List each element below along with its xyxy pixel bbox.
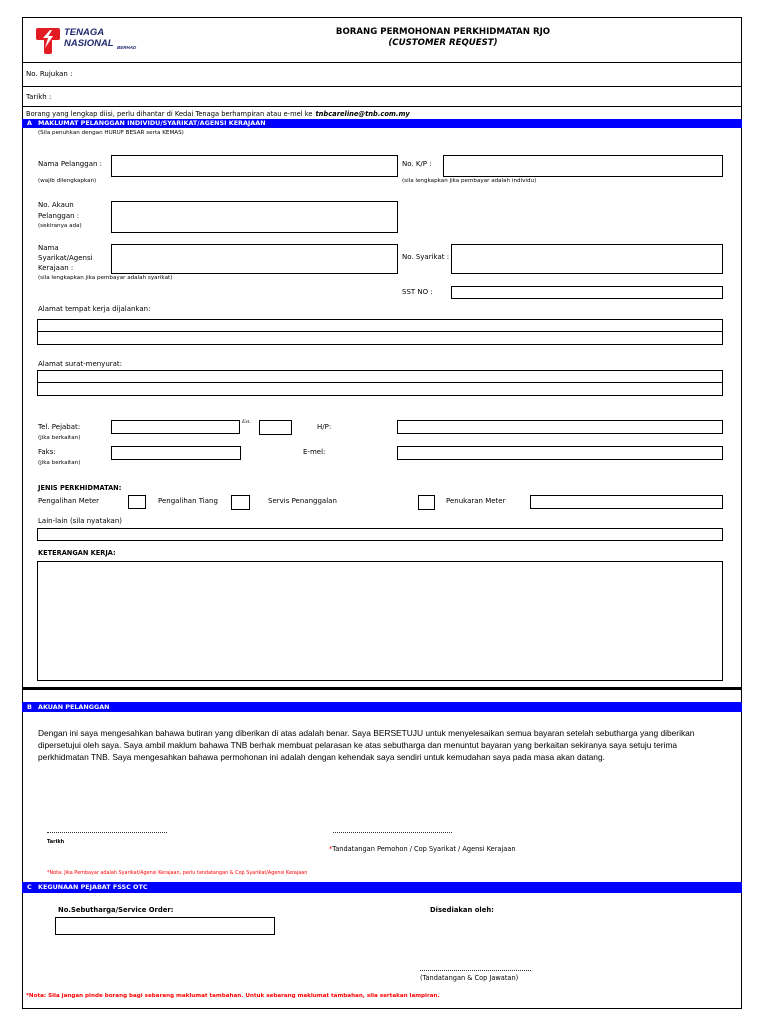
mailing-address-label: Alamat surat-menyurat: <box>38 360 123 368</box>
others-label: Lain-lain (sila nyatakan) <box>38 517 123 525</box>
instruction-text: Borang yang lengkap diisi, perlu dihantar di Kedai Tenaga berhampiran atau e-mel ke <box>26 110 313 118</box>
declaration-text: Dengan ini saya mengesahkan bahawa butiran yang diberikan di atas adalah benar. Saya BERSETUJU untuk menyelesaikan semua bayaran setelah sebutharga yang diberikan dipersetujui oleh saya. Saya ambil maklum bahawa TNB berhak membuat pelarasan ke atas sebutharga dan menuntut bayaran yang berkaitan sekiranya saya setuju terima perkhidmatan TNB. Saya mengesahkan bahawa permohonan ini adalah dengan kehendak saya sendiri untuk kemudahan saya pada masa akan datang. <box>38 728 695 762</box>
office-tel-input[interactable] <box>111 420 240 434</box>
form-title: BORANG PERMOHONAN PERKHIDMATAN RJO <box>335 27 551 37</box>
section-c-title: KEGUNAAN PEJABAT FSSC OTC <box>38 883 148 891</box>
company-name-label: Nama <box>38 244 59 252</box>
required-marker: * <box>329 845 333 853</box>
company-name-label: Kerajaan : <box>38 264 74 272</box>
row-divider <box>22 106 742 107</box>
option-pengalihan-meter-label: Pengalihan Meter <box>38 497 100 505</box>
service-type-heading: JENIS PERKHIDMATAN: <box>38 484 122 492</box>
declaration-date-label: Tarikh <box>47 839 65 845</box>
tnb-logo-icon <box>35 27 61 58</box>
applicant-signature-line <box>333 832 452 833</box>
penukaran-meter-input[interactable] <box>530 495 723 509</box>
instruction-email-link[interactable]: tnbcareline@tnb.com.my <box>315 110 410 118</box>
office-tel-note: (jika berkaitan) <box>38 435 81 441</box>
row-divider <box>22 86 742 87</box>
logo-text-nasional: NASIONAL <box>64 38 114 49</box>
section-divider <box>22 687 742 690</box>
form-subtitle: (CUSTOMER REQUEST) <box>388 38 498 48</box>
mailing-address-line2-input[interactable] <box>37 382 723 396</box>
company-name-label: Syarikat/Agensi <box>38 254 93 262</box>
prepared-by-label: Disediakan oleh: <box>430 906 494 914</box>
account-no-label: No. Akaun <box>38 201 74 209</box>
work-address-line2-input[interactable] <box>37 331 723 345</box>
applicant-signature-label: Tandatangan Pemohon / Cop Syarikat / Agensi Kerajaan <box>332 845 516 853</box>
account-no-input[interactable] <box>111 201 398 233</box>
customer-name-label: Nama Pelanggan : <box>38 160 103 168</box>
section-a-title: MAKLUMAT PELANGGAN INDIVIDU/SYARIKAT/AGENSI KERAJAAN <box>38 119 266 127</box>
date-signature-line <box>47 832 167 833</box>
section-c-header <box>22 882 742 893</box>
logo-text-berhad: BERHAD <box>117 45 137 50</box>
others-input[interactable] <box>37 528 723 541</box>
checkbox-servis-penanggalan[interactable] <box>418 495 435 510</box>
section-a-hint: (Sila penuhkan dengan HURUF BESAR serta KEMAS) <box>38 130 184 136</box>
footer-note: *Nota: Sila jangan pinde borang bagi sebarang maklumat tambahan. Untuk sebarang maklumat tambahan, sila sertakan lampiran. <box>26 993 440 999</box>
sst-no-label: SST NO : <box>402 288 433 296</box>
logo-text-tenaga: TENAGA <box>64 27 105 38</box>
option-servis-penanggalan-label: Servis Penanggalan <box>268 497 337 505</box>
reference-label: No. Rujukan : <box>26 70 73 78</box>
header-divider <box>22 62 742 63</box>
applicant-signature-caption <box>329 846 516 853</box>
office-tel-label: Tel. Pejabat: <box>38 423 81 431</box>
officer-signature-label: (Tandatangan & Cop Jawatan) <box>420 974 519 982</box>
section-b-letter: B <box>27 703 32 711</box>
instruction-line <box>26 111 410 118</box>
section-b-note: *Nota: Jika Pembayar adalah Syarikat/Agensi Kerajaan, perlu tandatangan & Cop Syarikat/Agensi Kerajaan <box>47 870 308 876</box>
checkbox-pengalihan-meter[interactable] <box>128 495 146 509</box>
checkbox-pengalihan-tiang[interactable] <box>231 495 250 510</box>
mobile-input[interactable] <box>397 420 723 434</box>
company-no-label: No. Syarikat : <box>402 253 450 261</box>
ext-label: Ext. <box>242 419 251 425</box>
sst-no-input[interactable] <box>451 286 723 299</box>
ext-input[interactable] <box>259 420 292 435</box>
fax-label: Faks: <box>38 448 56 456</box>
section-b-title: AKUAN PELANGGAN <box>38 703 110 711</box>
mobile-label: H/P: <box>317 423 332 431</box>
work-address-label: Alamat tempat kerja dijalankan: <box>38 305 151 313</box>
officer-signature-line <box>420 970 531 971</box>
customer-name-input[interactable] <box>111 155 398 177</box>
account-no-label: Pelanggan : <box>38 212 80 220</box>
section-c-letter: C <box>27 883 32 891</box>
ic-no-input[interactable] <box>443 155 723 177</box>
section-a-header <box>22 119 742 128</box>
email-label: E-mel: <box>303 448 326 456</box>
company-no-input[interactable] <box>451 244 723 274</box>
option-penukaran-meter-label: Penukaran Meter <box>446 497 506 505</box>
service-order-label: No.Sebutharga/Service Order: <box>58 906 174 914</box>
service-order-input[interactable] <box>55 917 275 935</box>
email-input[interactable] <box>397 446 723 460</box>
customer-name-note: (wajib dilengkapkan) <box>38 178 97 184</box>
work-description-textarea[interactable] <box>37 561 723 681</box>
date-label: Tarikh : <box>26 93 52 101</box>
work-description-label: KETERANGAN KERJA: <box>38 549 116 557</box>
option-pengalihan-tiang-label: Pengalihan Tiang <box>158 497 218 505</box>
company-name-note: (sila lengkapkan jika pembayar adalah syarikat) <box>38 275 173 281</box>
fax-note: (jika berkaitan) <box>38 460 81 466</box>
fax-input[interactable] <box>111 446 241 460</box>
section-b-header <box>22 702 742 712</box>
ic-no-note: (sila lengkapkan jika pembayar adalah individu) <box>402 178 537 184</box>
ic-no-label: No. K/P : <box>402 160 432 168</box>
account-no-note: (sekiranya ada) <box>38 223 82 229</box>
section-a-letter: A <box>27 119 32 127</box>
company-name-input[interactable] <box>111 244 398 274</box>
